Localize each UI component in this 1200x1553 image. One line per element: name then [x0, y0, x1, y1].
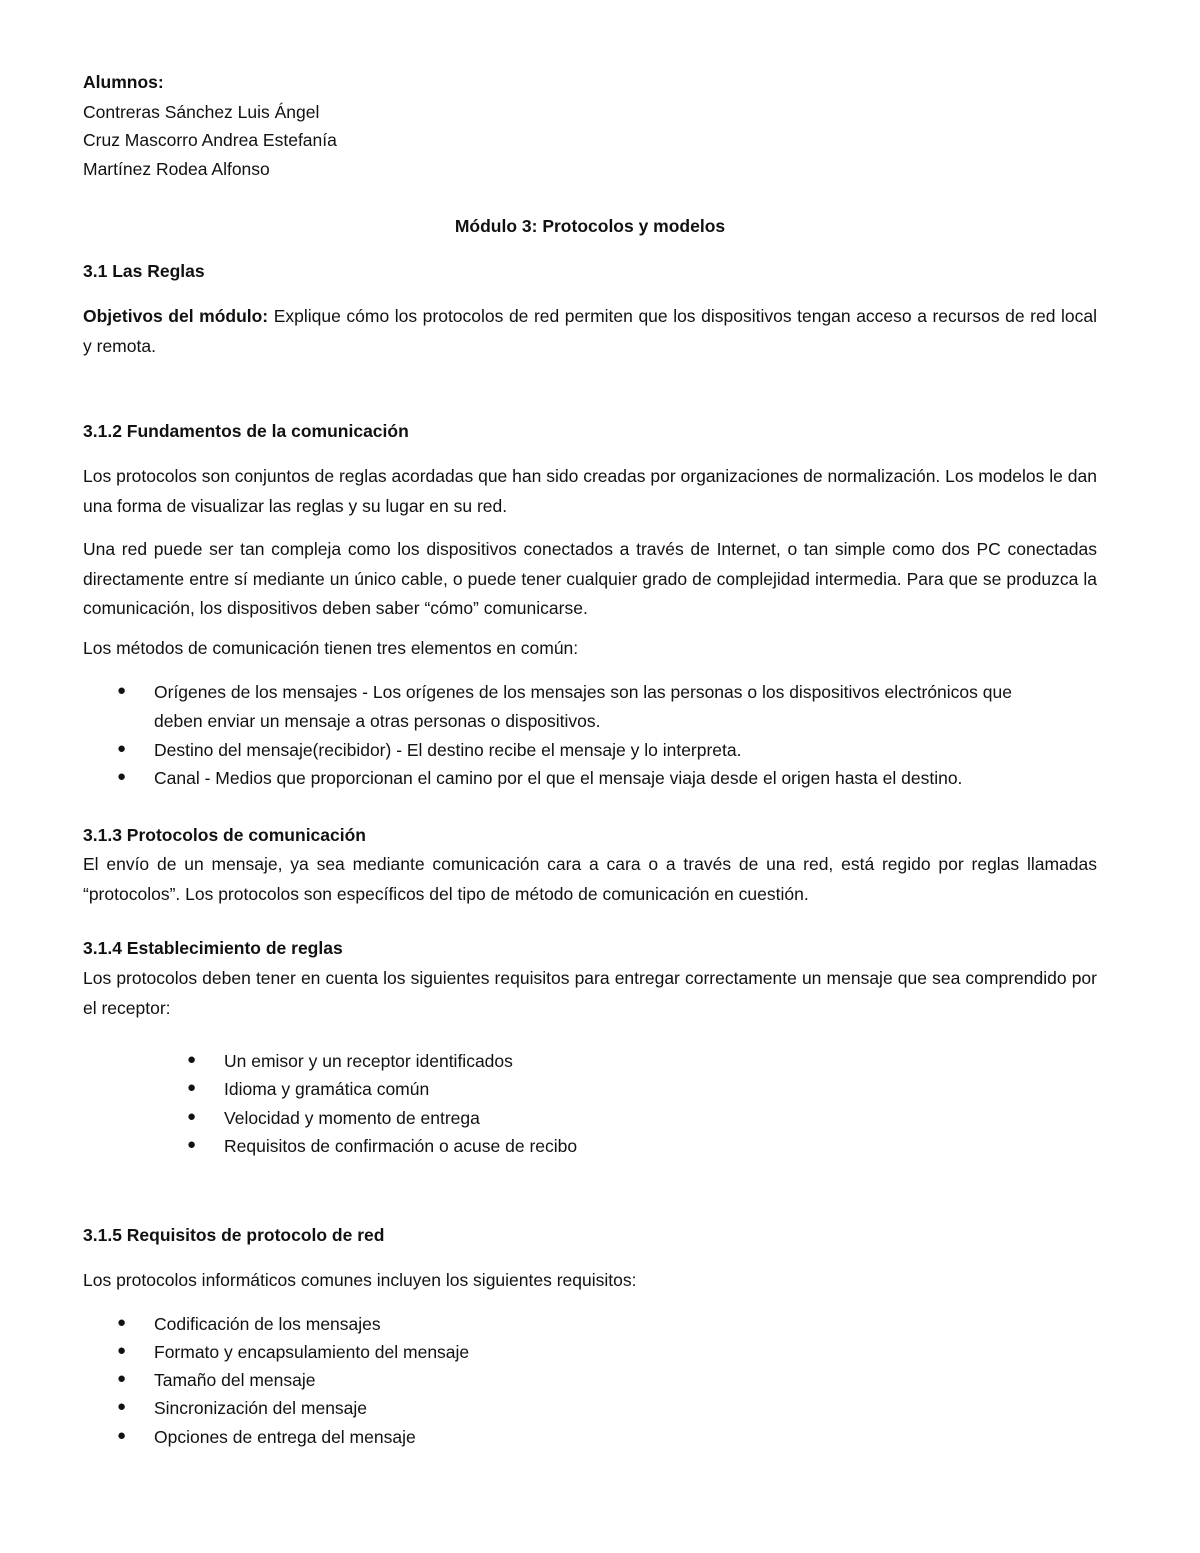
document-title: Módulo 3: Protocolos y modelos [454, 216, 726, 236]
bullet-icon: ● [187, 1079, 197, 1096]
paragraph: El envío de un mensaje, ya sea mediante comunicación cara a cara o a través de una red, está regido por reglas llamadas “protocolos”. Los protocolos son específicos del tipo de método de comunicación en cuestión. [83, 854, 1097, 904]
bullet-icon: ● [117, 1427, 127, 1444]
paragraph: Los protocolos deben tener en cuenta los siguientes requisitos para entregar correctamente un mensaje que sea comprendido por el receptor: [83, 968, 1097, 1018]
paragraph: Los métodos de comunicación tienen tres elementos en común: [83, 638, 579, 658]
bullet-icon: ● [187, 1108, 197, 1125]
objectives-text: Explique cómo los protocolos de red permiten que los dispositivos tengan acceso a recursos de red local y remota. [83, 306, 1097, 356]
paragraph: Una red puede ser tan compleja como los dispositivos conectados a través de Internet, o tan simple como dos PC conectadas directamente entre sí mediante un único cable, o puede tener cualquier grado de complejidad intermedia. Para que se produzca la comunicación, los dispositivos deben saber “cómo” comunicarse. [83, 539, 1097, 618]
paragraph: Los protocolos son conjuntos de reglas acordadas que han sido creadas por organizaciones de normalización. Los modelos le dan una forma de visualizar las reglas y su lugar en su red. [83, 466, 1097, 516]
student-name: Cruz Mascorro Andrea Estefanía [83, 130, 337, 150]
students-label: Alumnos: [83, 72, 164, 92]
objectives-label: Objetivos del módulo: [83, 306, 269, 326]
bullet-icon: ● [187, 1136, 197, 1153]
student-name: Martínez Rodea Alfonso [83, 159, 270, 179]
section-heading-3-1: 3.1 Las Reglas [83, 261, 205, 281]
objectives-paragraph [83, 302, 1097, 361]
bullet-icon: ● [117, 768, 127, 785]
section-heading-3-1-3: 3.1.3 Protocolos de comunicación [83, 825, 366, 845]
student-name: Contreras Sánchez Luis Ángel [83, 102, 320, 122]
list-item-continuation: deben enviar un mensaje a otras personas o dispositivos. [154, 711, 601, 731]
bullet-icon: ● [117, 1314, 127, 1331]
bullet-icon: ● [117, 740, 127, 757]
bullet-icon: ● [117, 1370, 127, 1387]
section-heading-3-1-5: 3.1.5 Requisitos de protocolo de red [83, 1225, 385, 1245]
paragraph: Los protocolos informáticos comunes incluyen los siguientes requisitos: [83, 1270, 637, 1290]
bullet-icon: ● [117, 1342, 127, 1359]
bullet-icon: ● [117, 1398, 127, 1415]
section-heading-3-1-2: 3.1.2 Fundamentos de la comunicación [83, 421, 409, 441]
document-page: Alumnos: Contreras Sánchez Luis Ángel Cruz Mascorro Andrea Estefanía Martínez Rodea Alfonso Módulo 3: Protocolos y modelos 3.1 Las Reglas Objetivos del módulo: Explique cómo los protocolos de red permiten que los dispositivos tengan acceso a recursos de red local y remota. 3.1.2 Fundamentos de la comunicación Los protocolos son conjuntos de reglas acordadas que han sido creadas por organizaciones de normalización. Los modelos le dan una forma de visualizar las reglas y su lugar en su red. Una red puede ser tan compleja como los dispositivos conectados a través de Internet, o tan simple como dos PC conectadas directamente entre sí mediante un único cable, o puede tener cualquier grado de complejidad intermedia. Para que se produzca la comunicación, los dispositivos deben saber “cómo” comunicarse. Los métodos de comunicación tienen tres elementos en común: ● Orígenes de los mensajes - Los orígenes de los mensajes son las personas o los dispositivos electrónicos que deben enviar un mensaje a otras personas o dispositivos. ● Destino del mensaje(recibidor) - El destino recibe el mensaje y lo interpreta. ● Canal - Medios que proporcionan el camino por el que el mensaje viaja desde el origen hasta el destino. 3.1.3 Protocolos de comunicación El envío de un mensaje, ya sea mediante comunicación cara a cara o a través de una red, está regido por reglas llamadas “protocolos”. Los protocolos son específicos del tipo de método de comunicación en cuestión. 3.1.4 Establecimiento de reglas Los protocolos deben tener en cuenta los siguientes requisitos para entregar correctamente un mensaje que sea comprendido por el receptor: ● Un emisor y un receptor identificados ● Idioma y gramática común ● Velocidad y momento de entrega ● Requisitos de confirmación o acuse de recibo 3.1.5 Requisitos de protocolo de red Los protocolos informáticos comunes incluyen los siguientes requisitos: ● Codificación de los mensajes ● Formato y encapsulamiento del mensaje ● Tamaño del mensaje ● Sincronización del mensaje ● Opciones de entrega del mensaje [0, 0, 1200, 1553]
section-heading-3-1-4: 3.1.4 Establecimiento de reglas [83, 938, 343, 958]
bullet-icon: ● [187, 1051, 197, 1068]
bullet-icon: ● [117, 682, 127, 699]
